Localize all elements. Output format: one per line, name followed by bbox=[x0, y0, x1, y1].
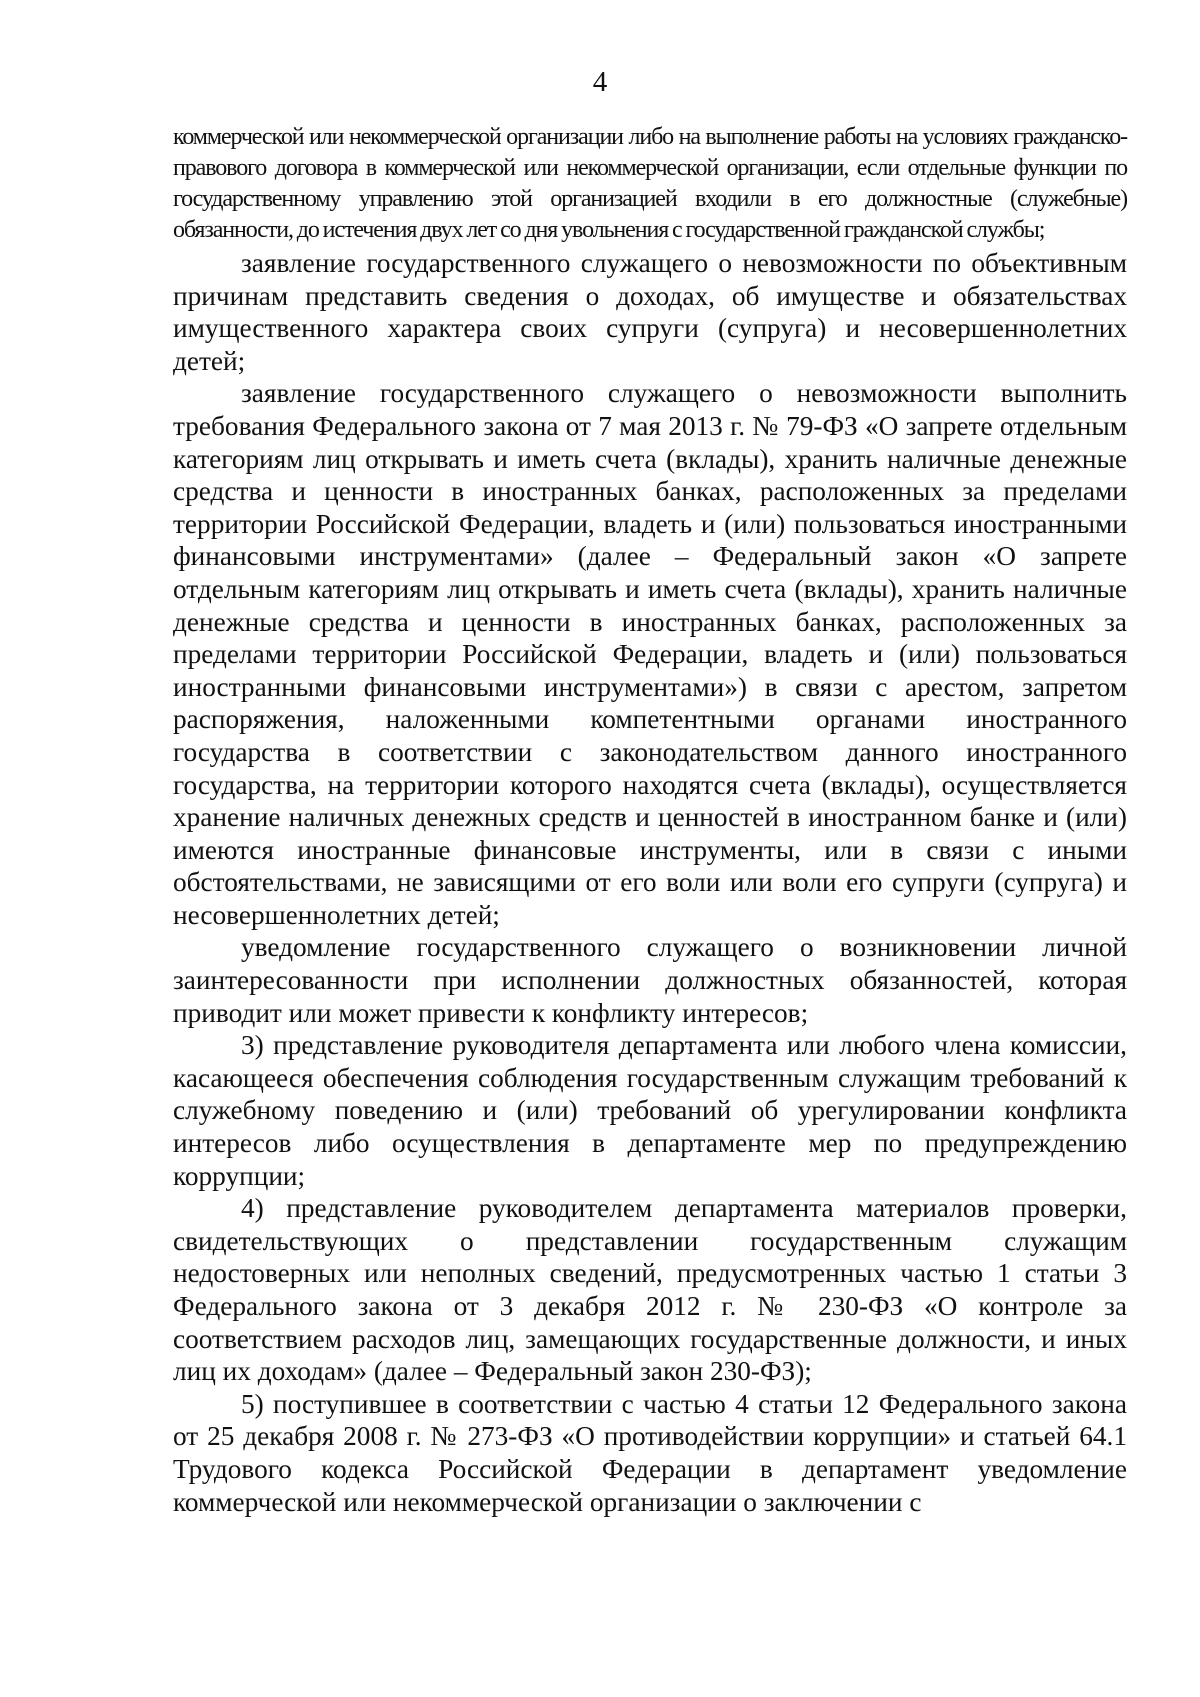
paragraph-item-3: 3) представление руководителя департамента или любого члена комиссии, касающееся обеспечения соблюдения государственным служащим требований к служебному поведению и (или) требований об урегулировании конфликта интересов либо осуществления в департаменте мер по предупреждению коррупции; bbox=[173, 1030, 1127, 1191]
page-number: 4 bbox=[592, 66, 608, 98]
document-body bbox=[173, 122, 1127, 1518]
paragraph-statement-income: заявление государственного служащего о невозможности по объективным причинам представить сведения о доходах, об имуществе и обязательствах имущественного характера своих супруги (супруга) и несовершеннолетних детей; bbox=[173, 248, 1127, 376]
paragraph-item-4: 4) представление руководителем департамента материалов проверки, свидетельствующих о представлении государственным служащим недостоверных или неполных сведений, предусмотренных частью 1 статьи 3 Федерального закона от 3 декабря 2012 г. № 230-ФЗ «О контроле за соответствием расходов лиц, замещающих государственные должности, и иных лиц их доходам» (далее – Федеральный закон 230-ФЗ); bbox=[173, 1193, 1127, 1387]
paragraph-continuation: коммерческой или некоммерческой организации либо на выполнение работы на условиях гражданско-правового договора в коммерческой или некоммерческой организации, если отдельные функции по государственному управлению этой организацией входили в его должностные (служебные) обязанности, до истечения двух лет со дня увольнения с государственной гражданской службы; bbox=[173, 124, 1127, 243]
paragraph-notice-conflict: уведомление государственного служащего о возникновении личной заинтересованности при исполнении должностных обязанностей, которая приводит или может привести к конфликту интересов; bbox=[173, 932, 1127, 1028]
paragraph-item-5: 5) поступившее в соответствии с частью 4 статьи 12 Федерального закона от 25 декабря 2008 г. № 273-ФЗ «О противодействии коррупции» и статьей 64.1 Трудового кодекса Российской Федерации в департамент уведомление коммерческой или некоммерческой организации о заключении с bbox=[173, 1388, 1127, 1517]
paragraph-statement-foreign-accounts: заявление государственного служащего о невозможности выполнить требования Федерального закона от 7 мая 2013 г. № 79-ФЗ «О запрете отдельным категориям лиц открывать и иметь счета (вклады), хранить наличные денежные средства и ценности в иностранных банках, расположенных за пределами территории Российской Федерации, владеть и (или) пользоваться иностранными финансовыми инструментами» (далее – Федеральный закон «О запрете отдельным категориям лиц открывать и иметь счета (вклады), хранить наличные денежные средства и ценности в иностранных банках, расположенных за пределами территории Российской Федерации, владеть и (или) пользоваться иностранными финансовыми инструментами») в связи с арестом, запретом распоряжения, наложенными компетентными органами иностранного государства в соответствии с законодательством данного иностранного государства, на территории которого находятся счета (вклады), осуществляется хранение наличных денежных средств и ценностей в иностранном банке и (или) имеются иностранные финансовые инструменты, или в связи с иными обстоятельствами, не зависящими от его воли или воли его супруги (супруга) и несовершеннолетних детей; bbox=[173, 378, 1127, 930]
